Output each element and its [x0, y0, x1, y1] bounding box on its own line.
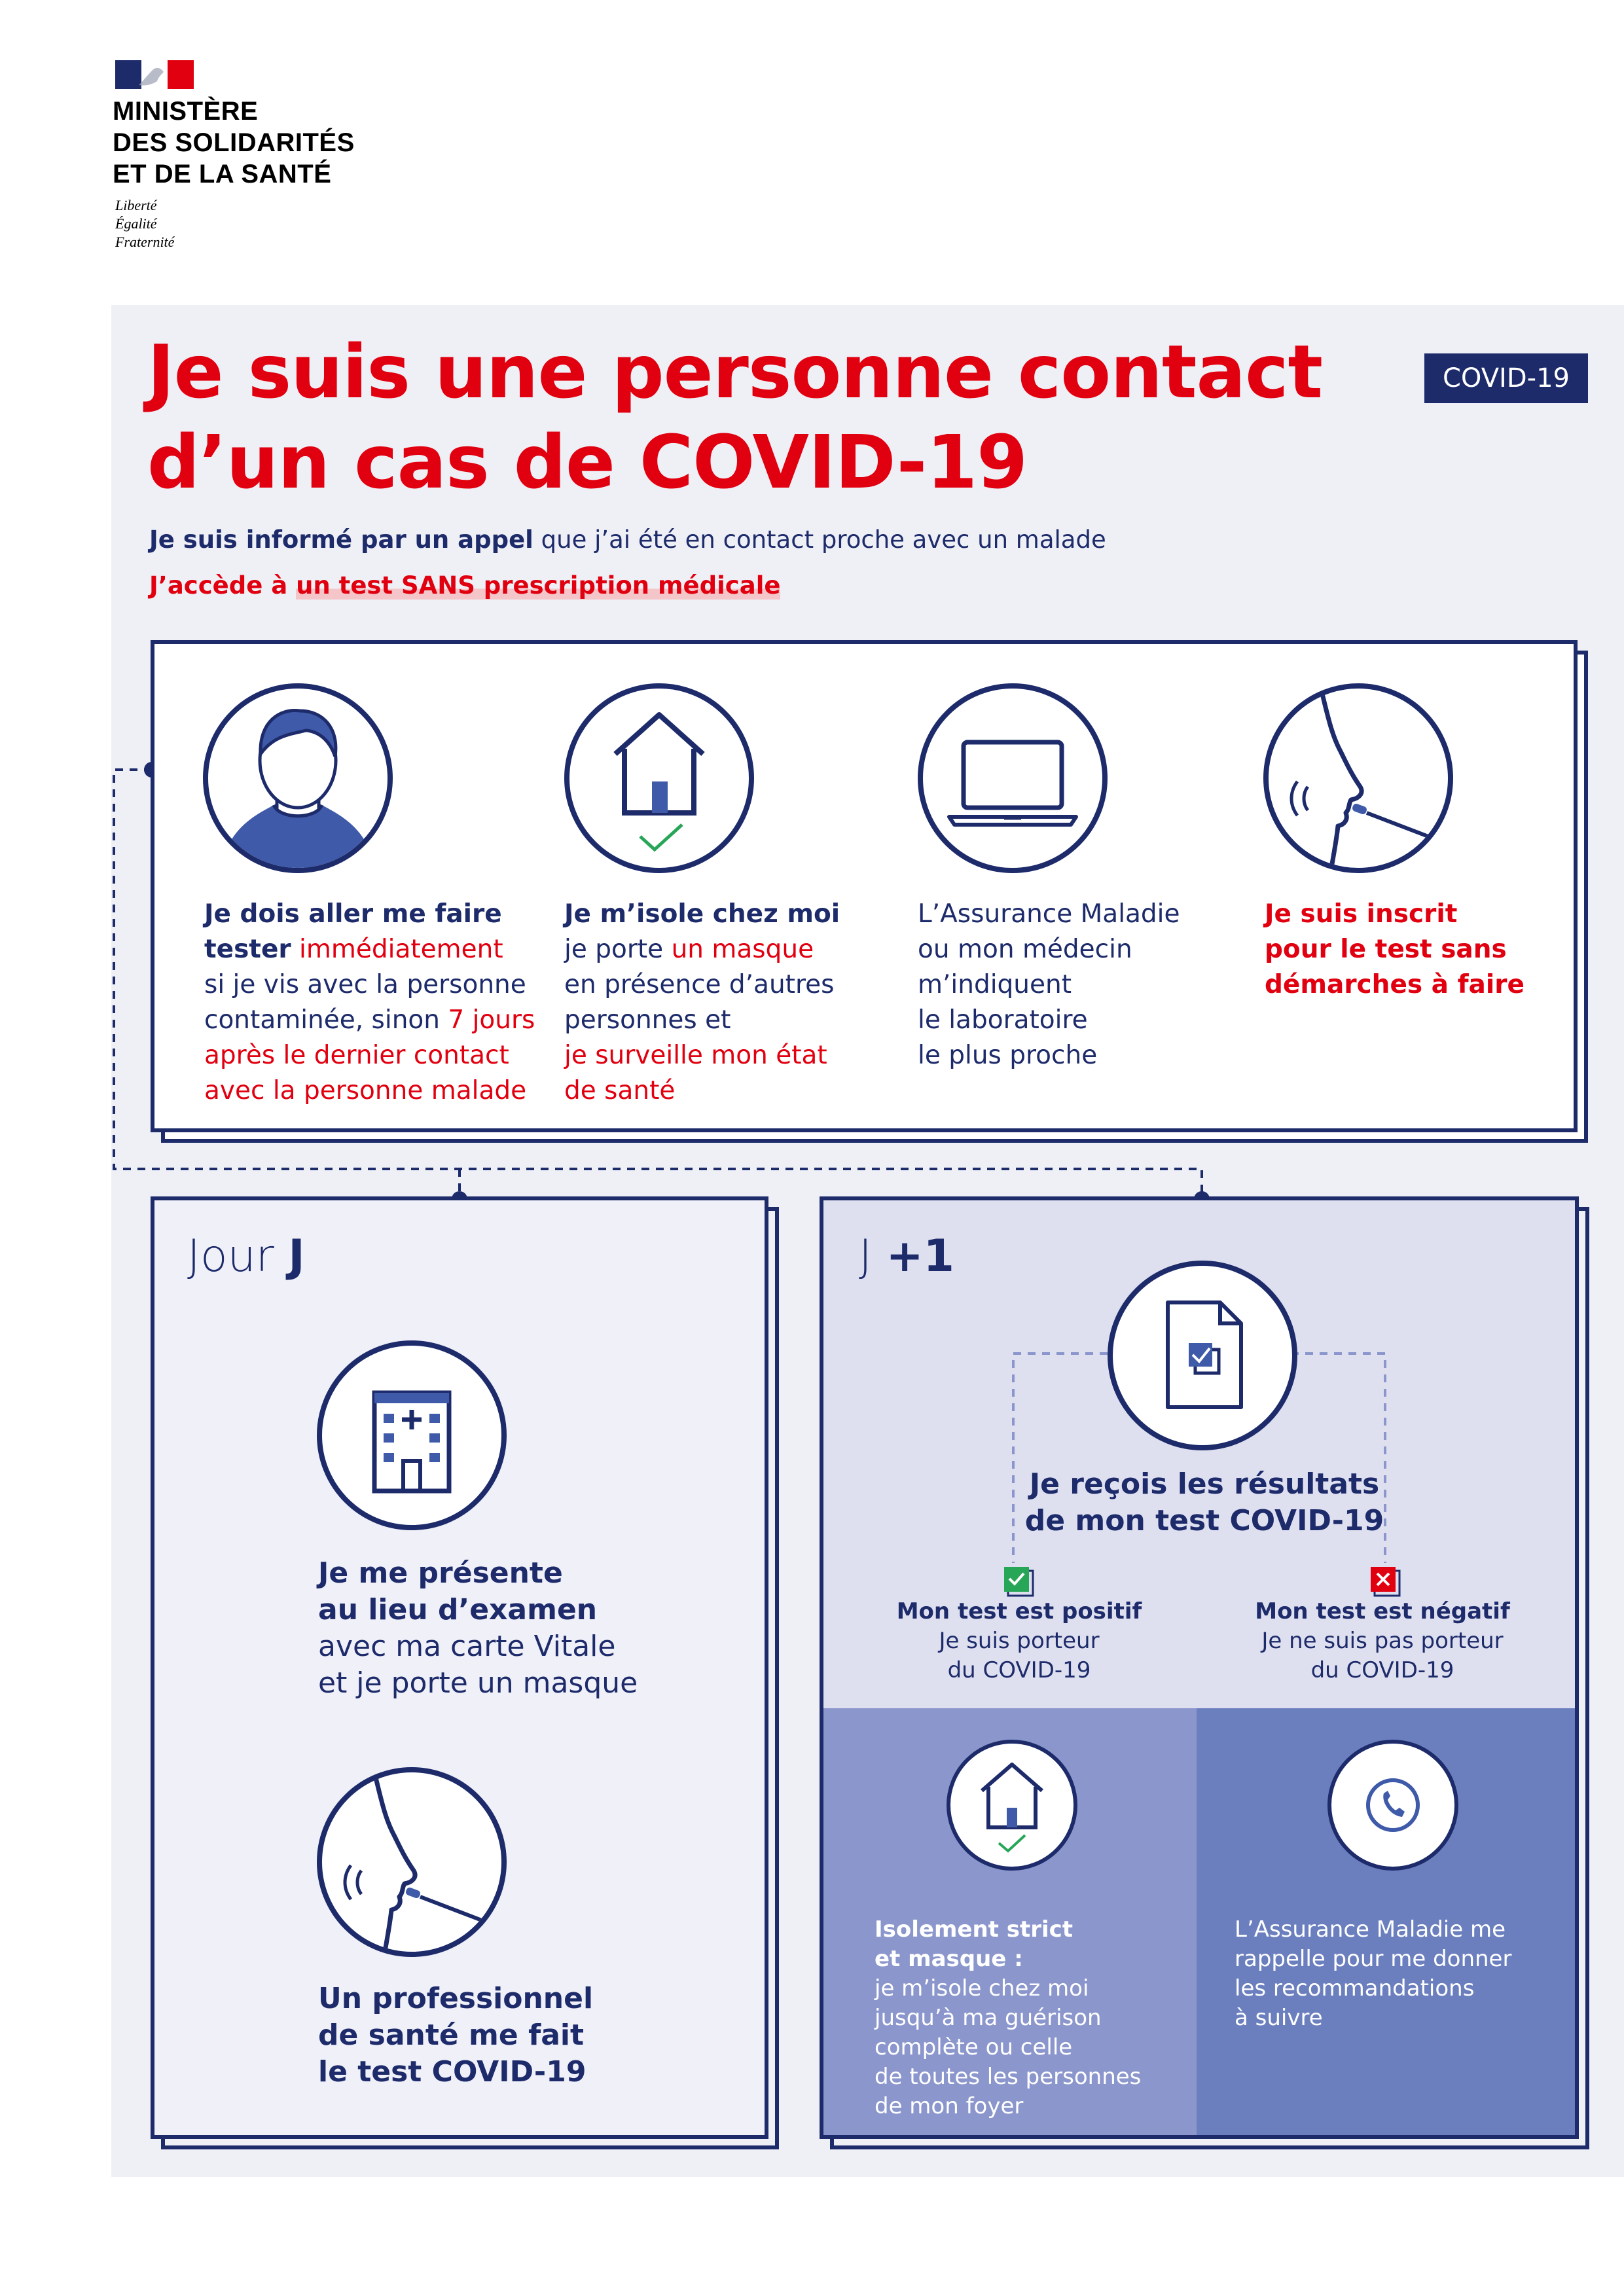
negative-line-1: Je ne suis pas porteur	[1261, 1628, 1504, 1654]
house-check-icon	[947, 1740, 1077, 1871]
step-3-line-1: L’Assurance Maladie	[918, 899, 1180, 929]
step-4-line-2: pour le test sans	[1265, 935, 1507, 964]
callback-line-4: à suivre	[1235, 2005, 1323, 2031]
motto-line-3: Fraternité	[115, 234, 175, 250]
isolation-line-4: de toutes les personnes	[875, 2064, 1142, 2090]
day-j-item-1-line-4: et je porte un masque	[318, 1666, 638, 1700]
day-j-item-1-text	[318, 1555, 737, 1702]
step-1-line-4: contaminée, sinon	[204, 1005, 448, 1035]
intro-rest: que j’ai été en contact proche avec un malade	[533, 526, 1106, 554]
person-icon	[203, 683, 393, 873]
phone-icon	[1327, 1740, 1458, 1871]
ministry-line-2: DES SOLIDARITÉS	[113, 128, 355, 157]
title-line-1: Je suis une personne contact	[147, 330, 1323, 415]
callback-line-1: L’Assurance Maladie me	[1235, 1916, 1506, 1943]
positive-title: Mon test est positif	[896, 1598, 1142, 1624]
step-2-line-2: je porte	[564, 935, 672, 964]
day-j-item-2-line-1: Un professionnel	[318, 1982, 594, 2015]
title-line-2: d’un cas de COVID-19	[147, 420, 1028, 505]
results-line-1: Je reçois les résultats	[1029, 1467, 1380, 1501]
motto-line-2: Égalité	[115, 215, 157, 232]
positive-line-1: Je suis porteur	[939, 1628, 1100, 1654]
intro-bold: Je suis informé par un appel	[149, 526, 533, 554]
day-j-item-1-line-2: au lieu d’examen	[318, 1593, 598, 1626]
callback-text	[1235, 1915, 1562, 2033]
intro-access: J’accède à	[149, 571, 297, 600]
step-3-line-2: ou mon médecin	[918, 935, 1132, 964]
isolation-line-1: je m’isole chez moi	[875, 1975, 1089, 2001]
step-1-line-2-bold: tester	[204, 935, 291, 964]
isolation-line-3: complète ou celle	[875, 2034, 1073, 2060]
callback-line-2: rappelle pour me donner	[1235, 1946, 1512, 1972]
step-2-line-4: personnes et	[564, 1005, 731, 1035]
results-line-2: de mon test COVID-19	[1024, 1504, 1384, 1537]
document-check-icon	[1108, 1261, 1297, 1450]
motto-line-1: Liberté	[115, 197, 157, 213]
day-j-label	[187, 1230, 305, 1283]
step-2-line-3: en présence d’autres	[564, 970, 835, 999]
intro-test-highlight: un test SANS prescription médicale	[296, 571, 781, 600]
day-j-item-2-line-2: de santé me fait	[318, 2018, 585, 2052]
step-2-line-5: je surveille mon état	[564, 1041, 827, 1070]
step-3-line-3: m’indiquent	[918, 970, 1072, 999]
hospital-icon	[317, 1340, 507, 1530]
nasal-swab-icon	[317, 1767, 507, 1957]
step-3-text	[918, 897, 1232, 1073]
negative-title: Mon test est négatif	[1255, 1598, 1510, 1624]
results-text	[982, 1466, 1427, 1539]
day-j-label-b: J	[288, 1230, 305, 1282]
negative-result	[1225, 1597, 1540, 1685]
step-1-line-2-red: immédiatement	[291, 935, 503, 964]
ministry-line-1: MINISTÈRE	[113, 97, 259, 126]
ministry-line-3: ET DE LA SANTÉ	[113, 160, 332, 188]
laptop-icon	[918, 683, 1108, 873]
step-1-text	[204, 897, 558, 1109]
isolation-text	[875, 1915, 1202, 2121]
isolation-line-2: jusqu’à ma guérison	[875, 2005, 1102, 2031]
step-2-line-1: Je m’isole chez moi	[564, 899, 840, 929]
step-1-line-6: avec la personne malade	[204, 1076, 527, 1105]
isolation-line-5: de mon foyer	[875, 2093, 1024, 2119]
positive-check-icon	[1003, 1566, 1036, 1598]
day-j-item-2-line-3: le test COVID-19	[318, 2055, 586, 2089]
day-j-item-1-line-3: avec ma carte Vitale	[318, 1630, 616, 1663]
step-3-line-4: le laboratoire	[918, 1005, 1088, 1035]
step-3-line-5: le plus proche	[918, 1041, 1098, 1070]
covid-badge: COVID-19	[1424, 353, 1588, 403]
day-j-item-2-text	[318, 1981, 737, 2090]
step-4-line-3: démarches à faire	[1265, 970, 1525, 999]
step-2-text	[564, 897, 892, 1109]
day-j-item-1-line-1: Je me présente	[318, 1556, 563, 1590]
step-2-line-6: de santé	[564, 1076, 676, 1105]
step-1-line-5: après le dernier contact	[204, 1041, 509, 1070]
step-4-text	[1265, 897, 1553, 1003]
step-2-line-2-red: un masque	[671, 935, 814, 964]
callback-line-3: les recommandations	[1235, 1975, 1475, 2001]
negative-cross-icon	[1369, 1566, 1402, 1598]
step-1-line-3: si je vis avec la personne	[204, 970, 526, 999]
positive-line-2: du COVID-19	[947, 1657, 1091, 1683]
house-check-icon	[564, 683, 754, 873]
day-j1-label-b: +1	[886, 1230, 954, 1282]
isolation-title-1: Isolement strict	[875, 1916, 1074, 1943]
day-j1-label-a: J	[859, 1230, 886, 1282]
step-4-line-1: Je suis inscrit	[1265, 899, 1458, 929]
isolation-title-2: et masque :	[875, 1946, 1023, 1972]
step-1-line-4-red: 7 jours	[448, 1005, 535, 1035]
positive-result	[872, 1597, 1166, 1685]
day-j-label-a: Jour	[187, 1230, 289, 1282]
nasal-swab-icon	[1263, 683, 1453, 873]
step-1-line-1: Je dois aller me faire	[204, 899, 502, 929]
negative-line-2: du COVID-19	[1310, 1657, 1454, 1683]
